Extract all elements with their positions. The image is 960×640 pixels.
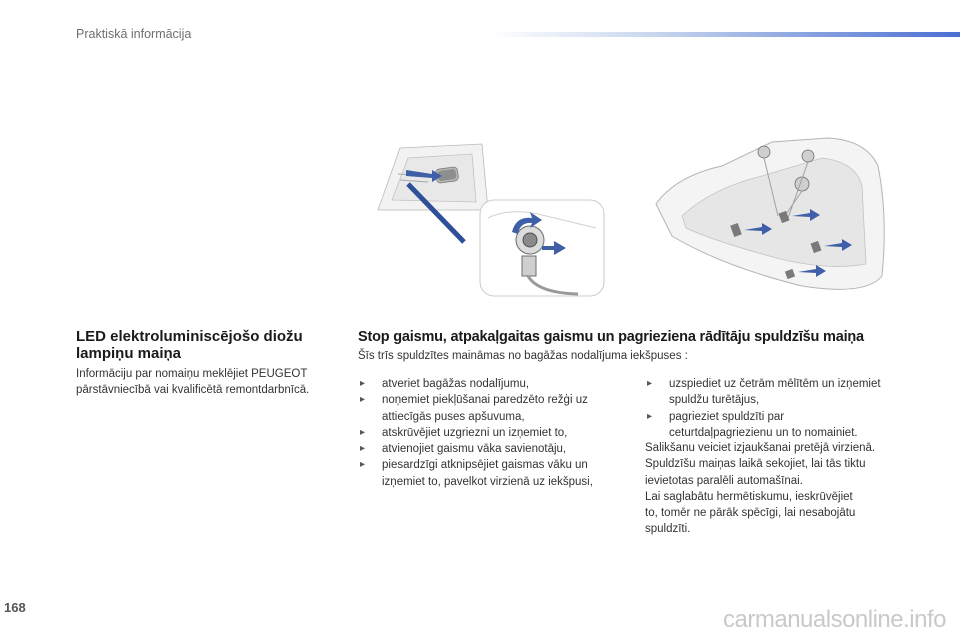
list-item: ▸ pagrieziet spuldzīti par ceturtdaļpagriezienu un to nomainiet.	[645, 409, 905, 442]
list-item: ▸ noņemiet piekļūšanai paredzēto režģi uz attiecīgās puses apšuvuma,	[358, 392, 628, 425]
header-accent-bar	[490, 32, 960, 37]
led-body-line1: Informāciju par nomaiņu meklējiet PEUGEOT	[76, 368, 308, 380]
note-line: Lai saglabātu hermētiskumu, ieskrūvējiet	[645, 490, 853, 503]
bulb-change-section-title: Stop gaismu, atpakaļgaitas gaismu un pagrieziena rādītāju spuldzīšu maiņa	[358, 329, 864, 345]
note-line: spuldzīti.	[645, 523, 691, 536]
note-line: Spuldzīšu maiņas laikā sekojiet, lai tās tiktu	[645, 458, 866, 471]
led-title-line2: lampiņu maiņa	[76, 345, 182, 362]
steps-list-right	[645, 376, 905, 441]
zoom-line	[406, 180, 476, 250]
section-header: Praktiskā informācija	[76, 27, 192, 41]
list-item: ▸ piesardzīgi atknipsējiet gaismas vāku un izņemiet to, pavelkot virzienā uz iekšpusi,	[358, 457, 628, 490]
note-line: Salikšanu veiciet izjaukšanai pretējā virzienā.	[645, 442, 876, 454]
led-body-line2: pārstāvniecībā vai kvalificētā remontdarbnīcā.	[76, 384, 310, 396]
nut-connector-illustration	[478, 198, 608, 298]
note-line: to, tomēr ne pārāk spēcīgi, lai nesabojātu	[645, 507, 856, 520]
list-item: ▸ atveriet bagāžas nodalījumu,	[358, 376, 628, 392]
led-section-title	[76, 328, 346, 362]
watermark: carmanualsonline.info	[723, 606, 946, 633]
steps-list-left	[358, 376, 628, 490]
led-section-body	[76, 366, 346, 398]
bulb-change-intro: Šīs trīs spuldzītes maināmas no bagāžas nodalījuma iekšpuses :	[358, 350, 688, 362]
reassembly-notes	[645, 440, 915, 538]
list-item: ▸ atskrūvējiet uzgriezni un izņemiet to,	[358, 425, 628, 441]
tail-lamp-illustration	[652, 136, 892, 304]
list-item: ▸ uzspiediet uz četrām mēlītēm un izņemiet spuldžu turētājus,	[645, 376, 905, 409]
note-line: ievietotas paralēli automašīnai.	[645, 474, 803, 487]
list-item: ▸ atvienojiet gaismu vāka savienotāju,	[358, 441, 628, 457]
led-title-line1: LED elektroluminiscējošo diožu	[76, 328, 303, 345]
page-number: 168	[4, 600, 26, 615]
